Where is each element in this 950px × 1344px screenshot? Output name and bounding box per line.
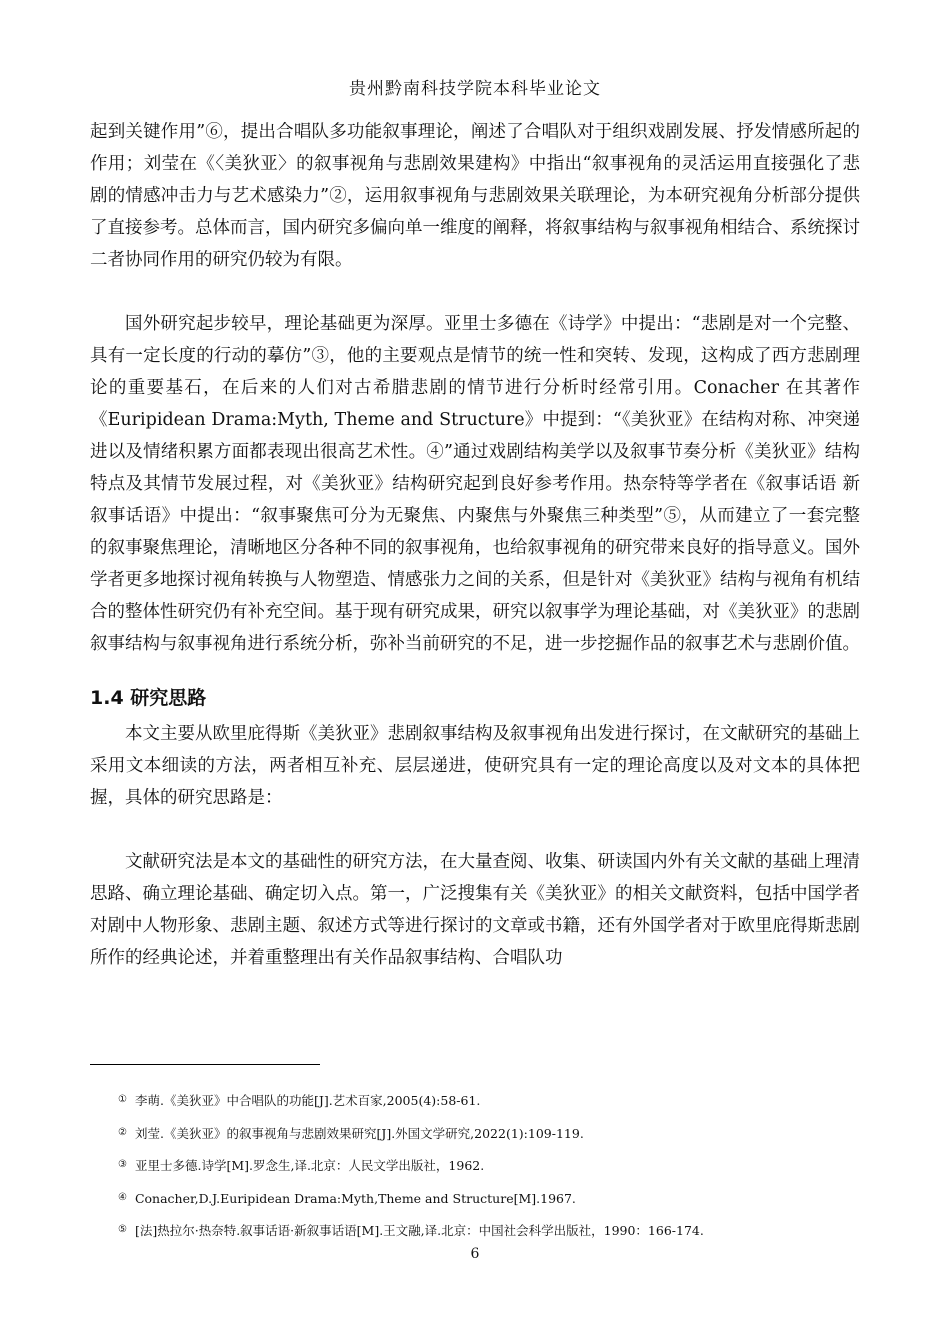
footnote-mark: ②: [118, 1126, 127, 1138]
body-text: [90, 116, 860, 974]
footnote-text: 亚里士多德.诗学[M].罗念生,译.北京：人民文学出版社，1962.: [134, 1158, 485, 1173]
footnote-text: [法]热拉尔·热奈特.叙事话语·新叙事话语[M].王文融,译.北京：中国社会科学出版社，1990：166-174.: [134, 1223, 704, 1238]
footnote-mark: ⑤: [118, 1224, 127, 1235]
paragraph-foreign-research: 国外研究起步较早，理论基础更为深厚。亚里士多德在《诗学》中提出：“悲剧是对一个完整、具有一定长度的行动的摹仿”③，他的主要观点是情节的统一性和突转、发现，这构成了西方悲剧理论的重要基石，在后来的人们对古希腊悲剧的情节进行分析时经常引用。Conacher 在其著作《Euripidean Drama:Myth, Theme and Structure》中提到：“《美狄亚》在结构对称、冲突递进以及情绪积累方面都表现出很高艺术性。④”通过戏剧结构美学以及叙事节奏分析《美狄亚》结构特点及其情节发展过程，对《美狄亚》结构研究起到良好参考作用。热奈特等学者在《叙事话语 新叙事话语》中提出：“叙事聚焦可分为无聚焦、内聚焦与外聚焦三种类型”⑤，从而建立了一套完整的叙事聚焦理论，清晰地区分各种不同的叙事视角，也给叙事视角的研究带来良好的指导意义。国外学者更多地探讨视角转换与人物塑造、情感张力之间的关系，但是针对《美狄亚》结构与视角有机结合的整体性研究仍有补充空间。基于现有研究成果，研究以叙事学为理论基础，对《美狄亚》的悲剧叙事结构与叙事视角进行系统分析，弥补当前研究的不足，进一步挖掘作品的叙事艺术与悲剧价值。: [90, 314, 860, 654]
paragraph-research-approach: 本文主要从欧里庇得斯《美狄亚》悲剧叙事结构及叙事视角出发进行探讨，在文献研究的基础上采用文本细读的方法，两者相互补充、层层递进，使研究具有一定的理论高度以及对文本的具体把握，具体的研究思路是：: [90, 724, 860, 808]
footnote-4: [118, 1182, 858, 1215]
footnote-mark: ④: [118, 1191, 127, 1203]
page-number: 6: [470, 1246, 480, 1262]
footnote-mark: ③: [118, 1159, 127, 1170]
footnote-2: [118, 1117, 858, 1150]
footnotes: [118, 1084, 858, 1247]
paragraph-domestic-research: 起到关键作用”⑥，提出合唱队多功能叙事理论，阐述了合唱队对于组织戏剧发展、抒发情感所起的作用；刘莹在《〈美狄亚〉的叙事视角与悲剧效果建构》中指出“叙事视角的灵活运用直接强化了悲剧的情感冲击力与艺术感染力”②，运用叙事视角与悲剧效果关联理论，为本研究视角分析部分提供了直接参考。总体而言，国内研究多偏向单一维度的阐释，将叙事结构与叙事视角相结合、系统探讨二者协同作用的研究仍较为有限。: [90, 122, 860, 270]
footnote-5: [118, 1214, 858, 1247]
footnote-1: [118, 1084, 858, 1117]
footnote-text: 刘莹.《美狄亚》的叙事视角与悲剧效果研究[J].外国文学研究,2022(1):109-119.: [134, 1125, 584, 1141]
section-heading: 1.4 研究思路: [90, 687, 207, 709]
paragraph-literature-method: 文献研究法是本文的基础性的研究方法，在大量查阅、收集、研读国内外有关文献的基础上理清思路、确立理论基础、确定切入点。第一，广泛搜集有关《美狄亚》的相关文献资料，包括中国学者对剧中人物形象、悲剧主题、叙述方式等进行探讨的文章或书籍，还有外国学者对于欧里庇得斯悲剧所作的经典论述，并着重整理出有关作品叙事结构、合唱队功: [90, 852, 860, 968]
paragraph-gap: [90, 814, 860, 846]
paragraph-gap: [90, 276, 860, 308]
footnote-3: [118, 1149, 858, 1182]
footnote-text: 李萌.《美狄亚》中合唱队的功能[J].艺术百家,2005(4):58-61.: [134, 1093, 481, 1108]
page-header: 贵州黔南科技学院本科毕业论文: [349, 79, 601, 99]
footnote-text: Conacher,D.J.Euripidean Drama:Myth,Theme and Structure[M].1967.: [134, 1190, 576, 1206]
footnote-mark: ①: [118, 1094, 127, 1105]
footnote-separator: [90, 1064, 320, 1065]
